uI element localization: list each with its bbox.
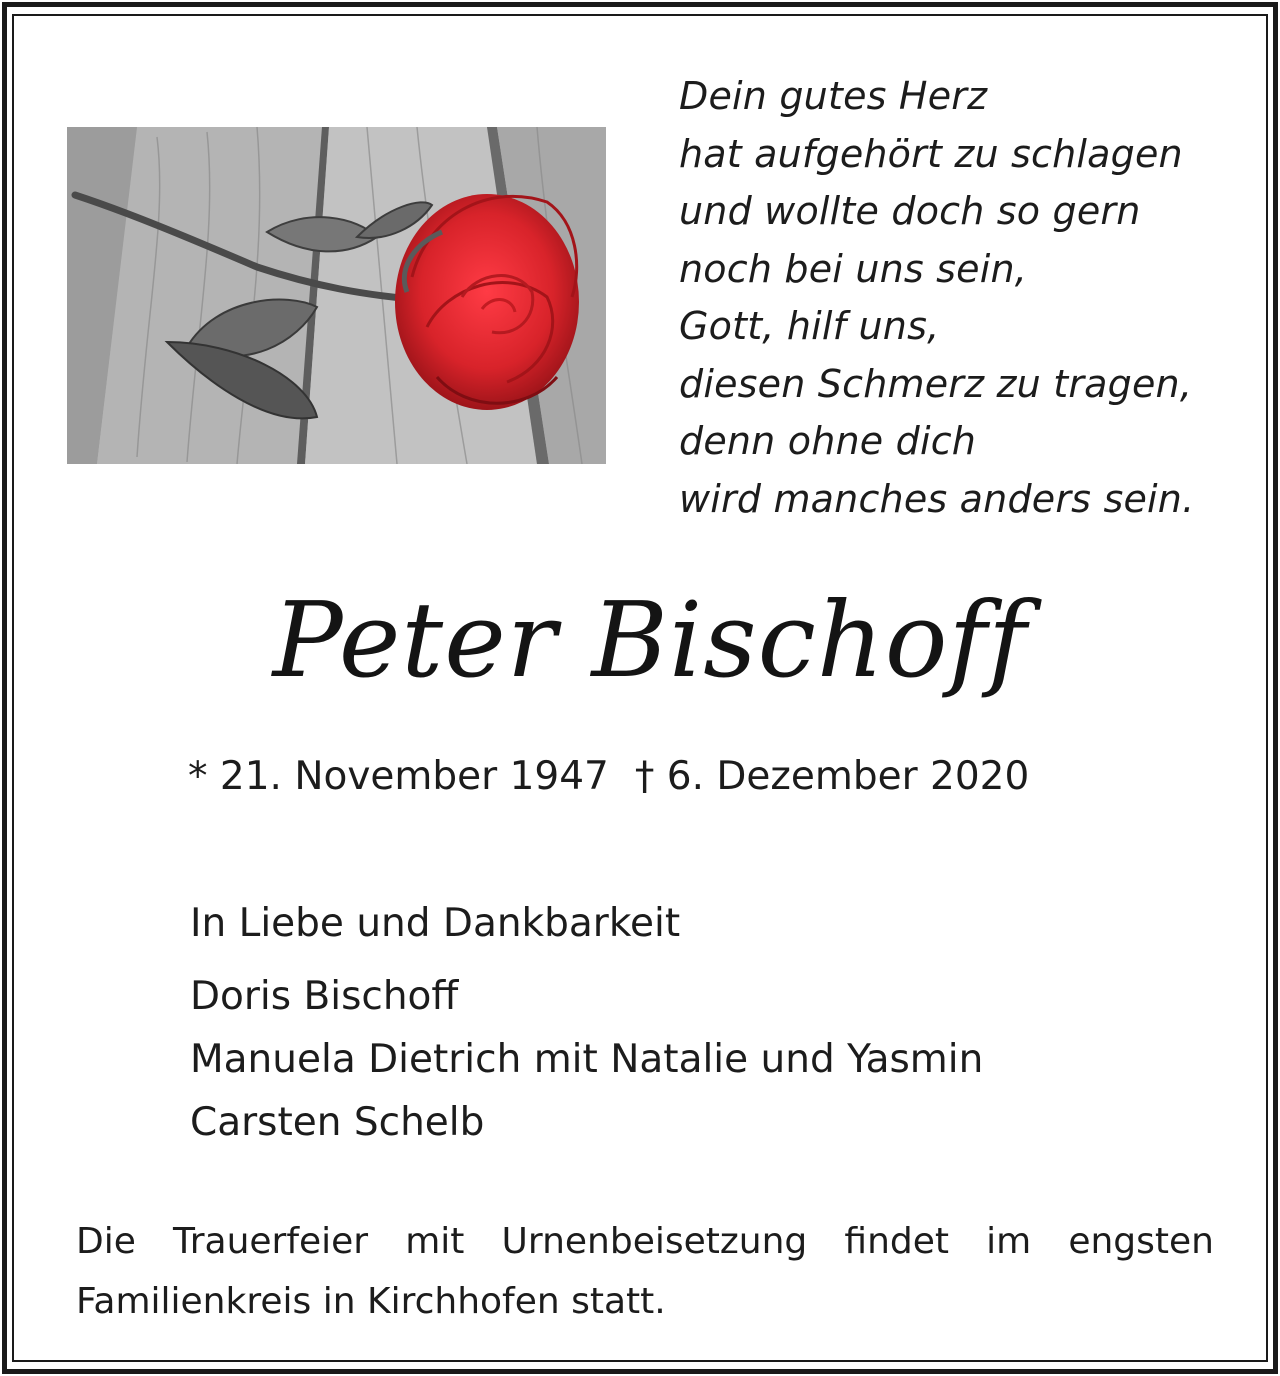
poem-line: wird manches anders sein. [679,476,1195,521]
poem-line: noch bei uns sein, [679,246,1028,291]
poem-line: denn ohne dich [679,419,977,463]
mourners [190,892,1220,1154]
mourner-name: Manuela Dietrich mit Natalie und Yasmin [190,1037,984,1082]
poem-line: diesen Schmerz zu tragen, [679,361,1193,406]
poem [679,68,1249,528]
poem-line: und wollte doch so gern [679,189,1141,233]
poem-line: Dein gutes Herz [679,74,988,118]
funeral-notice: Die Trauerfeier mit Urnenbeisetzung findet im engsten Familienkreis in Kirchhofen statt. [76,1221,1214,1322]
poem-line: Gott, hilf uns, [679,304,940,348]
rose-photo [67,127,606,464]
mourner-name: Carsten Schelb [190,1100,485,1145]
deceased-name: Peter Bischoff [272,579,1028,701]
mourner-name: Doris Bischoff [190,974,459,1019]
life-dates [188,750,1188,804]
death-date: † 6. Dezember 2020 [634,754,1030,799]
poem-line: hat aufgehört zu schlagen [679,131,1183,176]
mourners-intro: In Liebe und Dankbarkeit [190,901,681,946]
birth-date: * 21. November 1947 [188,754,609,799]
